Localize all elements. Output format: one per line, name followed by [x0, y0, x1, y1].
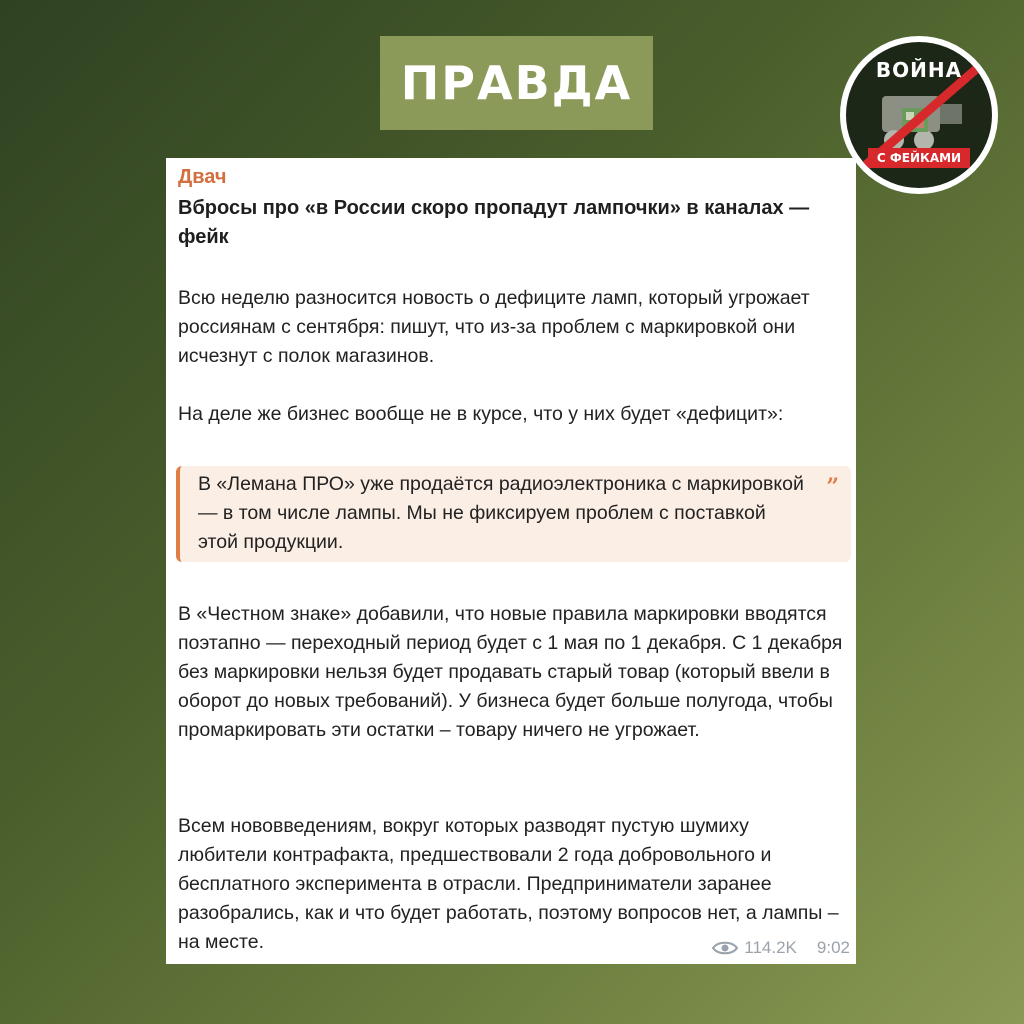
post-paragraph-3: В «Честном знаке» добавили, что новые правила маркировки вводятся поэтапно — переходный период будет с 1 мая по 1 декабря. С 1 декабря без маркировки нельзя будет продавать старый товар (который ввели в оборот до новых требований). У бизнеса будет больше полугода, чтобы промаркировать эти остатки – товару ничего не угрожает.	[178, 603, 843, 741]
telegram-post-card	[166, 158, 856, 964]
post-paragraph-1: Всю неделю разносится новость о дефиците ламп, который угрожает россиянам с сентября: пишут, что из-за проблем с маркировкой они исчезнут с полок магазинов.	[178, 287, 810, 367]
quote-text: В «Лемана ПРО» уже продаётся радиоэлектроника с маркировкой — в том числе лампы. Мы не фиксируем проблем с поставкой этой продукции.	[198, 473, 804, 553]
post-title: Вбросы про «в России скоро пропадут лампочки» в каналах — фейк	[178, 197, 810, 248]
quote-mark-icon: ”	[826, 474, 839, 500]
channel-name[interactable]: Двач	[178, 166, 227, 188]
logo-top-text: ВОЙНА	[875, 58, 963, 82]
pravda-badge	[380, 36, 653, 130]
post-paragraph-2: На деле же бизнес вообще не в курсе, что у них будет «дефицит»:	[178, 403, 784, 425]
eye-icon	[712, 940, 738, 956]
quote-block	[176, 466, 851, 562]
post-time: 9:02	[816, 938, 850, 957]
war-with-fakes-logo	[840, 36, 998, 194]
logo-emblem	[846, 42, 992, 188]
view-count: 114.2K	[744, 938, 797, 957]
logo-bottom-text: С ФЕЙКАМИ	[868, 148, 970, 168]
post-paragraph-4: Всем нововведениям, вокруг которых разводят пустую шумиху любители контрафакта, предшествовали 2 года добровольного и бесплатного эксперимента в отрасли. Предприниматели заранее разобрались, как и что будет работать, поэтому вопросов нет, а лампы – на месте.	[178, 815, 839, 953]
badge-label: ПРАВДА	[400, 56, 633, 110]
post-meta	[712, 938, 850, 958]
